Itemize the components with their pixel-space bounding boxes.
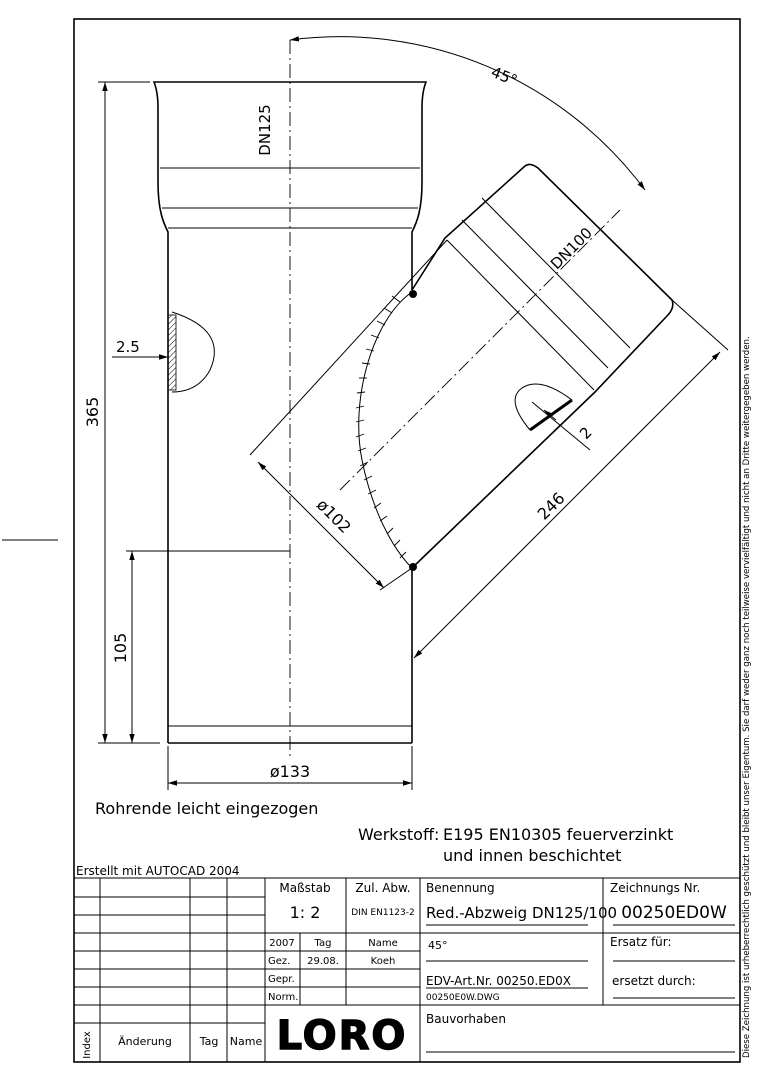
dim-main-diameter: ø133 bbox=[269, 762, 311, 781]
rev-name-header: Name bbox=[229, 1035, 263, 1048]
created-with: Erstellt mit AUTOCAD 2004 bbox=[76, 864, 240, 878]
title-block bbox=[74, 864, 740, 1062]
tolerance-label: Zul. Abw. bbox=[355, 881, 411, 895]
branch-pipe bbox=[340, 164, 673, 571]
rev-index-header: Index bbox=[82, 1031, 93, 1059]
svg-text:LORO: LORO bbox=[276, 1013, 408, 1059]
rev-change-header: Änderung bbox=[118, 1035, 172, 1048]
drawing-no-label: Zeichnungs Nr. bbox=[610, 881, 701, 895]
rev-day-header: Tag bbox=[199, 1035, 219, 1048]
material-label: Werkstoff: bbox=[358, 825, 440, 844]
main-pipe bbox=[154, 40, 426, 760]
gez-day: 29.08. bbox=[307, 956, 339, 967]
dim-lower-length: 105 bbox=[111, 632, 130, 664]
name-header: Name bbox=[368, 938, 398, 949]
note-pipe-ends: Rohrende leicht eingezogen bbox=[95, 799, 319, 818]
name-label: Benennung bbox=[426, 881, 495, 895]
copyright-note: Diese Zeichnung ist urheberrechtlich geschützt und bleibt unser Eigentum. Sie darf weder ganz noch teilweise vervielfältigt und nicht an Dritte weitergegeben werden. bbox=[742, 336, 752, 1058]
scale-label: Maßstab bbox=[279, 881, 331, 895]
loro-logo bbox=[277, 1013, 408, 1059]
weld-ticks bbox=[356, 296, 406, 558]
dim-dn-main: DN125 bbox=[256, 104, 274, 156]
dim-total-length: 365 bbox=[83, 396, 102, 428]
drawing-no-value: 00250ED0W bbox=[621, 903, 727, 923]
material-line-1: E195 EN10305 feuerverzinkt bbox=[443, 825, 674, 844]
project-label: Bauvorhaben bbox=[426, 1012, 506, 1026]
gez-label: Gez. bbox=[268, 956, 291, 967]
dim-angle: 45° bbox=[488, 63, 520, 90]
gez-name: Koeh bbox=[370, 956, 396, 967]
tolerance-value: DIN EN1123-2 bbox=[351, 908, 415, 918]
dim-wall-branch: 2 bbox=[576, 423, 596, 443]
scale-value: 1: 2 bbox=[289, 903, 321, 922]
replacement-label: Ersatz für: bbox=[610, 935, 672, 949]
replaced-by-label: ersetzt durch: bbox=[612, 974, 696, 988]
dim-wall-main: 2.5 bbox=[116, 338, 140, 356]
weld-seam bbox=[359, 292, 412, 568]
name-angle: 45° bbox=[428, 939, 448, 952]
name-value: Red.-Abzweig DN125/100 bbox=[426, 904, 618, 922]
edv-number: EDV-Art.Nr. 00250.ED0X bbox=[426, 974, 571, 988]
norm-label: Norm. bbox=[268, 992, 299, 1003]
year: 2007 bbox=[269, 938, 295, 949]
dimensions bbox=[83, 37, 728, 790]
dim-dn-branch: DN100 bbox=[546, 223, 597, 274]
wall-section-main bbox=[172, 312, 214, 392]
day-header: Tag bbox=[314, 938, 332, 949]
dim-branch-diameter: ø102 bbox=[312, 495, 355, 538]
dim-branch-length: 246 bbox=[533, 488, 569, 524]
material-line-2: und innen beschichtet bbox=[443, 846, 622, 865]
gepr-label: Gepr. bbox=[268, 974, 295, 985]
dwg-file: 00250E0W.DWG bbox=[426, 993, 500, 1003]
